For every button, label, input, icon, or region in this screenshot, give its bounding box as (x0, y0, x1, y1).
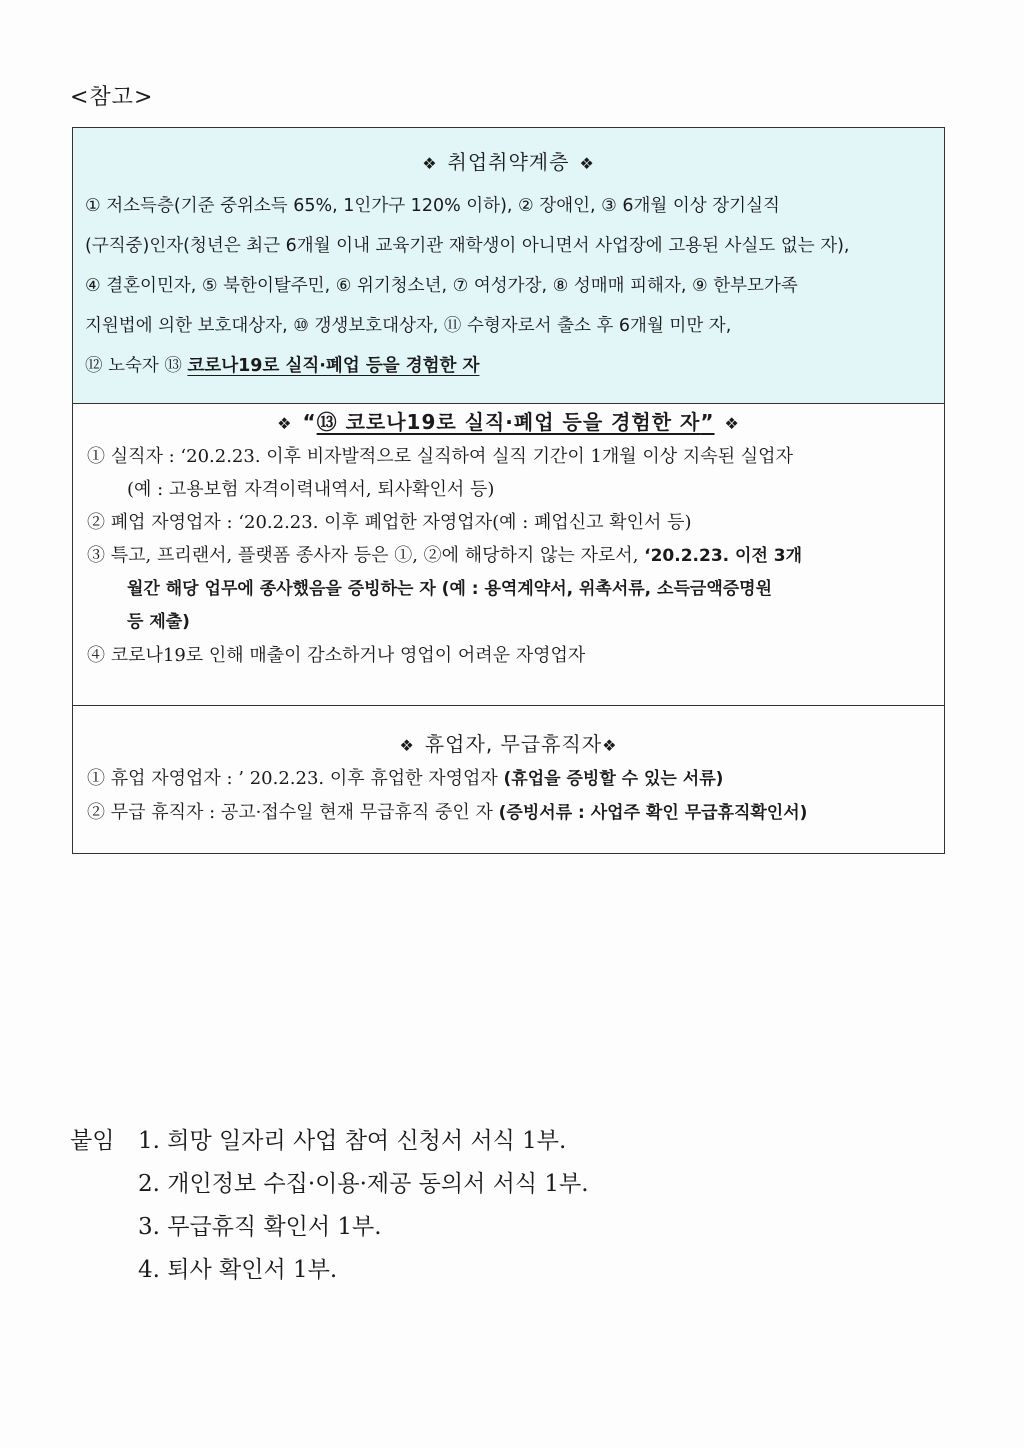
diamond-icon: ❖ (579, 154, 595, 173)
covid-list (83, 440, 934, 672)
attachments-label: 붙임 (70, 1128, 115, 1154)
furlough-list (83, 762, 934, 830)
furlough-section-title: ❖ 휴업자, 무급휴직자❖ (399, 732, 618, 756)
list-item: ② 무급 휴직자 : 공고·접수일 현재 무급휴직 중인 자 (증빙서류 : 사업주 확인 무급휴직확인서) (87, 802, 808, 823)
text-line: ⑫ 노숙자 ⑬ 코로나19로 실직·폐업 등을 경험한 자 (85, 356, 480, 376)
list-item: ① 실직자 : ‘20.2.23. 이후 비자발적으로 실직하여 실직 기간이 1개월 이상 지속된 실업자 (87, 446, 793, 467)
attachments (70, 1120, 589, 1292)
list-item: ② 폐업 자영업자 : ‘20.2.23. 이후 폐업한 자영업자(예 : 폐업신고 확인서 등) (87, 512, 692, 533)
text-line: 지원법에 의한 보호대상자, ⑩ 갱생보호대상자, ⑪ 수형자로서 출소 후 6개월 미만 자, (85, 316, 732, 336)
text-line: (구직중)인자(청년은 최근 6개월 이내 교육기관 재학생이 아니면서 사업장에 고용된 사실도 없는 자), (85, 236, 850, 256)
covid-section (73, 404, 944, 706)
attachment-item: 3. 무급휴직 확인서 1부. (138, 1214, 382, 1240)
covid-section-title: ❖ “⑬ 코로나19로 실직·폐업 등을 경험한 자” ❖ (277, 410, 740, 434)
reference-label: <참고> (70, 85, 154, 110)
reference-box (72, 127, 945, 854)
text-line: ④ 결혼이민자, ⑤ 북한이탈주민, ⑥ 위기청소년, ⑦ 여성가장, ⑧ 성매매 피해자, ⑨ 한부모가족 (85, 276, 798, 296)
list-item: (예 : 고용보험 자격이력내역서, 퇴사확인서 등) (127, 479, 495, 500)
diamond-icon: ❖ (724, 414, 740, 433)
text-line: ① 저소득층(기준 중위소득 65%, 1인가구 120% 이하), ② 장애인, ③ 6개월 이상 장기실직 (85, 196, 780, 216)
list-item: ③ 특고, 프리랜서, 플랫폼 종사자 등은 ①, ②에 해당하지 않는 자로서, ‘20.2.23. 이전 3개 (87, 545, 803, 566)
vulnerable-groups-text (83, 186, 934, 386)
attachment-item: 2. 개인정보 수집·이용·제공 동의서 서식 1부. (138, 1171, 589, 1197)
covid-emphasis: 코로나19로 실직·폐업 등을 경험한 자 (187, 356, 480, 376)
list-item: ④ 코로나19로 인해 매출이 감소하거나 영업이 어려운 자영업자 (87, 645, 586, 666)
diamond-icon: ❖ (399, 736, 415, 755)
attachment-item: 붙임 1. 희망 일자리 사업 참여 신청서 서식 1부. (70, 1120, 589, 1163)
diamond-icon: ❖ (422, 154, 438, 173)
vulnerable-groups-section (73, 128, 944, 404)
diamond-icon: ❖ (277, 414, 293, 433)
furlough-section (73, 706, 944, 853)
diamond-icon: ❖ (602, 736, 618, 755)
list-item: 월간 해당 업무에 종사했음을 증빙하는 자 (예 : 용역계약서, 위촉서류, 소득금액증명원 (127, 579, 773, 599)
list-item: 등 제출) (127, 612, 190, 632)
attachment-item: 4. 퇴사 확인서 1부. (138, 1257, 338, 1283)
list-item: ① 휴업 자영업자 : ’ 20.2.23. 이후 휴업한 자영업자 (휴업을 증빙할 수 있는 서류) (87, 768, 724, 789)
vulnerable-groups-title: ❖ 취업취약계층 ❖ (422, 150, 595, 174)
